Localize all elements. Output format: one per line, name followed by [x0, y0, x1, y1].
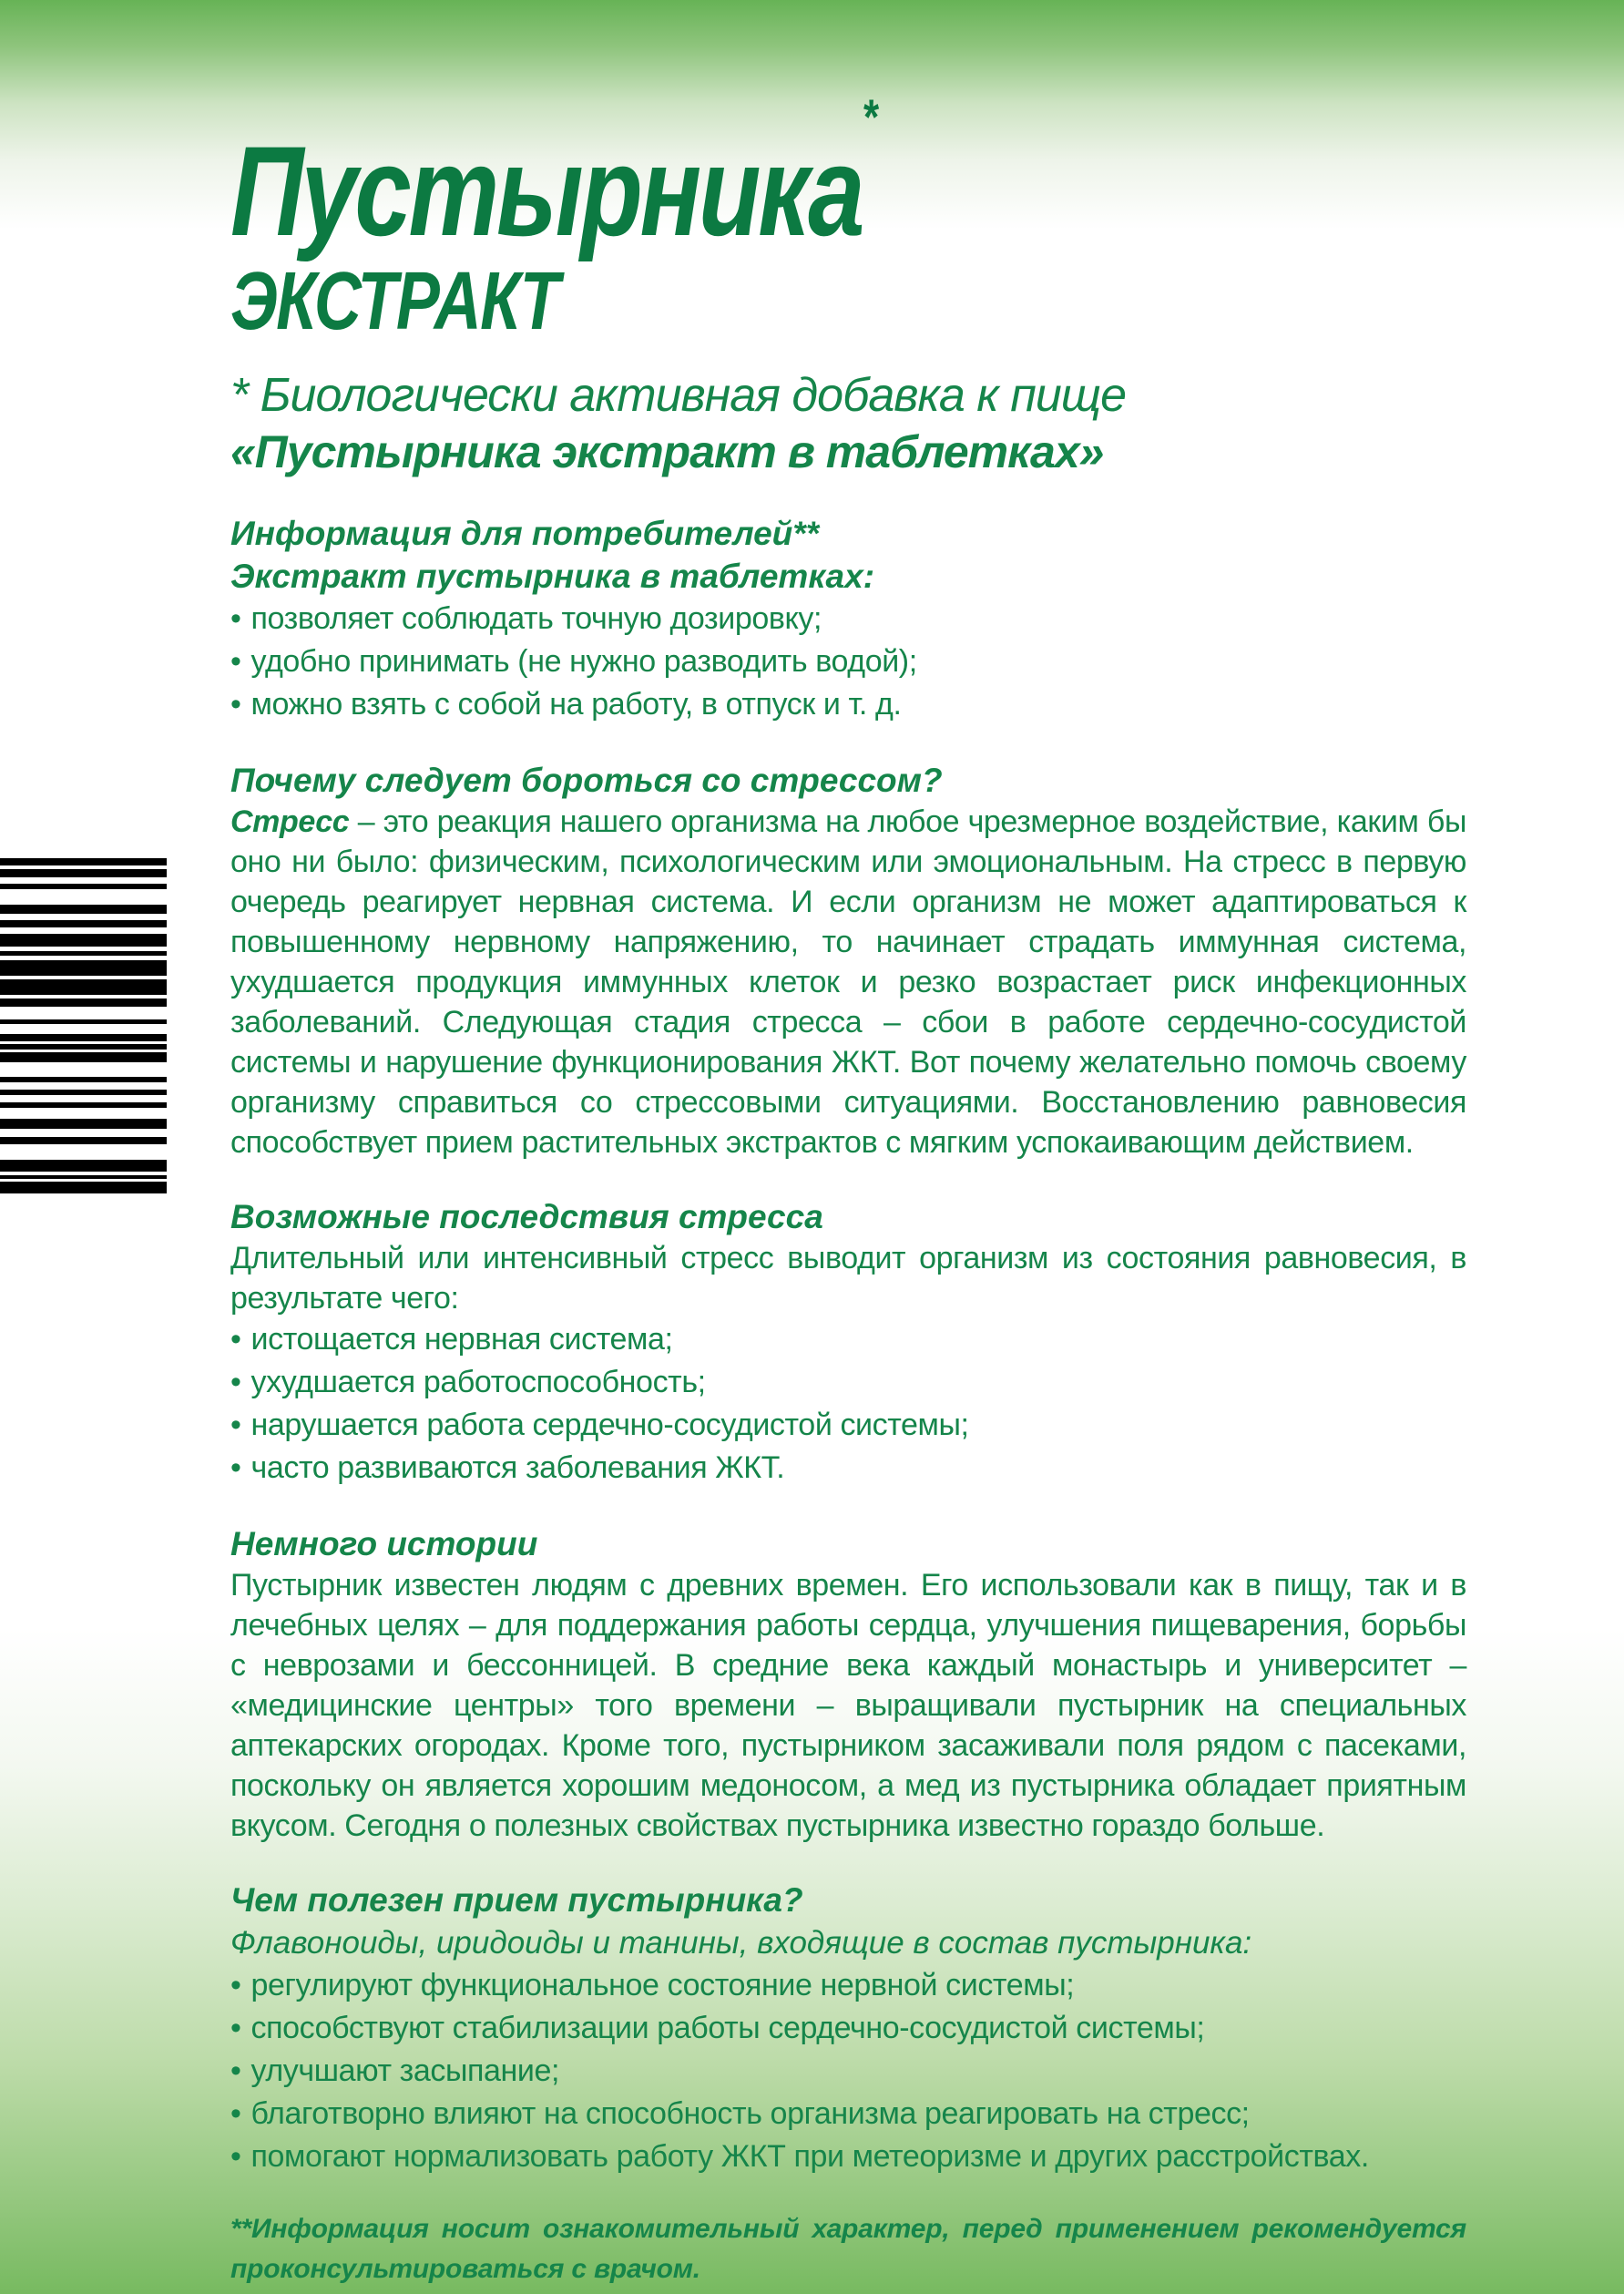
product-title-text: Пустырника	[230, 119, 863, 262]
section-subheading: Экстракт пустырника в таблетках:	[230, 558, 875, 596]
list-item	[230, 2135, 1466, 2178]
product-title	[230, 88, 1220, 262]
subtitle-product-name: «Пустырника экстракт в таблетках»	[230, 426, 1104, 478]
bullet-icon: •	[230, 2139, 241, 2175]
list-item-text: ухудшается работоспособность;	[250, 1365, 706, 1400]
barcode-bar	[0, 1182, 167, 1193]
paragraph-text: – это реакция нашего организма на любое чрезмерное воздействие, каким бы оно ни было: физическим, психологическим или эмоциональным. На стресс в первую очередь реагирует нервная система. И если организм не может адаптироваться к повышенному нервному напряжению, то начинает страдать иммунная система, ухудшается продукция иммунных клеток и резко возрастает риск инфекционных заболеваний. Следующая стадия стресса – сбои в работе сердечно-сосудистой системы и нарушение функционирования ЖКТ. Вот почему желательно помочь своему организму справиться со стрессовыми ситуациями. Восстановлению равновесия способствует прием растительных экстрактов с мягким успокаивающим действием.	[230, 804, 1466, 1161]
barcode-bar	[0, 951, 167, 956]
list-item-text: благотворно влияют на способность организма реагировать на стресс;	[250, 2096, 1250, 2132]
barcode-bar	[0, 1160, 167, 1172]
bullet-icon: •	[230, 1450, 241, 1486]
list-item-text: позволяет соблюдать точную дозировку;	[250, 601, 822, 637]
barcode-bar	[0, 920, 167, 927]
paragraph-lead: Стресс	[230, 804, 350, 840]
barcode-bar	[0, 934, 167, 947]
barcode-bar	[0, 1019, 167, 1024]
bullet-icon: •	[230, 1322, 241, 1357]
barcode-bar	[0, 1052, 167, 1062]
section-stress-consequences	[230, 1195, 1466, 1490]
list-item-text: нарушается работа сердечно-сосудистой системы;	[250, 1408, 969, 1443]
bullet-icon: •	[230, 644, 241, 680]
list-item	[230, 2007, 1466, 2050]
bullet-icon: •	[230, 2096, 241, 2132]
barcode-bar	[0, 960, 167, 976]
barcode-bar	[0, 1137, 167, 1144]
bullet-list	[230, 598, 1466, 726]
bullet-list	[230, 1318, 1466, 1490]
list-item	[230, 683, 1466, 726]
section-heading: Возможные последствия стресса	[230, 1198, 823, 1236]
section-paragraph: Длительный или интенсивный стресс выводит организм из состояния равновесия, в результате чего:	[230, 1241, 1466, 1316]
section-why-fight-stress	[230, 759, 1466, 1162]
barcode-bar	[0, 1077, 167, 1082]
barcode-bar	[0, 1175, 167, 1179]
bullet-icon: •	[230, 601, 241, 637]
list-item-text: помогают нормализовать работу ЖКТ при метеоризме и других расстройствах.	[250, 2139, 1369, 2175]
list-item-text: можно взять с собой на работу, в отпуск и т. д.	[250, 687, 902, 722]
product-title-line2: ЭКСТРАКТ	[230, 256, 559, 347]
section-history	[230, 1522, 1466, 1846]
leaflet-content	[230, 0, 1466, 2289]
section-heading: Чем полезен прием пустырника?	[230, 1881, 803, 1920]
list-item	[230, 640, 1466, 683]
list-item-text: часто развиваются заболевания ЖКТ.	[250, 1450, 785, 1486]
list-item	[230, 1964, 1466, 2007]
section-heading: Немного истории	[230, 1525, 538, 1563]
barcode-bar	[0, 869, 167, 877]
section-lead: Флавоноиды, иридоиды и танины, входящие в состав пустырника:	[230, 1925, 1252, 1961]
list-item-text: способствуют стабилизации работы сердечно-сосудистой системы;	[250, 2011, 1205, 2046]
barcode-bar	[0, 999, 167, 1007]
barcode-bar	[0, 1119, 167, 1129]
bullet-icon: •	[230, 2011, 241, 2046]
bullet-list	[230, 1964, 1466, 2178]
subtitle-note: * Биологически активная добавка к пище	[230, 369, 1127, 422]
section-benefits	[230, 1879, 1466, 2178]
list-item-text: истощается нервная система;	[250, 1322, 673, 1357]
barcode-bar	[0, 905, 167, 914]
footnote: **Информация носит ознакомительный характер, перед применением рекомендуется проконсультироваться с врачом.	[230, 2214, 1466, 2285]
barcode-bar	[0, 1102, 167, 1108]
list-item	[230, 2093, 1466, 2135]
section-heading: Почему следует бороться со стрессом?	[230, 762, 943, 800]
section-paragraph	[230, 802, 1466, 1162]
barcode-bar	[0, 979, 167, 995]
section-consumer-info	[230, 512, 1466, 726]
barcode-bar	[0, 1044, 167, 1050]
bullet-icon: •	[230, 687, 241, 722]
barcode-bar	[0, 1034, 167, 1041]
list-item-text: улучшают засыпание;	[250, 2053, 560, 2089]
list-item	[230, 1318, 1466, 1361]
barcode-bar	[0, 858, 167, 865]
bullet-icon: •	[230, 1408, 241, 1443]
section-paragraph: Пустырник известен людям с древних времен. Его использовали как в пищу, так и в лечебных целях – для поддержания работы сердца, улучшения пищеварения, борьбы с неврозами и бессонницей. В средние века каждый монастырь и университет – «медицинские центры» того времени – выращивали пустырник на специальных аптекарских огородах. Кроме того, пустырником засаживали поля рядом с пасеками, поскольку он является хорошим медоносом, а мед из пустырника обладает приятным вкусом. Сегодня о полезных свойствах пустырника известно гораздо больше.	[230, 1568, 1466, 1844]
list-item-text: регулируют функциональное состояние нервной системы;	[250, 1968, 1075, 2003]
title-asterisk: *	[862, 88, 878, 146]
bullet-icon: •	[230, 2053, 241, 2089]
list-item-text: удобно принимать (не нужно разводить водой);	[250, 644, 917, 680]
list-item	[230, 598, 1466, 640]
list-item	[230, 2050, 1466, 2093]
list-item	[230, 1361, 1466, 1404]
barcode-bar	[0, 884, 167, 889]
barcode-bar	[0, 1090, 167, 1095]
list-item	[230, 1447, 1466, 1490]
section-heading: Информация для потребителей**	[230, 515, 820, 553]
bullet-icon: •	[230, 1968, 241, 2003]
list-item	[230, 1404, 1466, 1447]
bullet-icon: •	[230, 1365, 241, 1400]
barcode	[0, 858, 167, 1193]
